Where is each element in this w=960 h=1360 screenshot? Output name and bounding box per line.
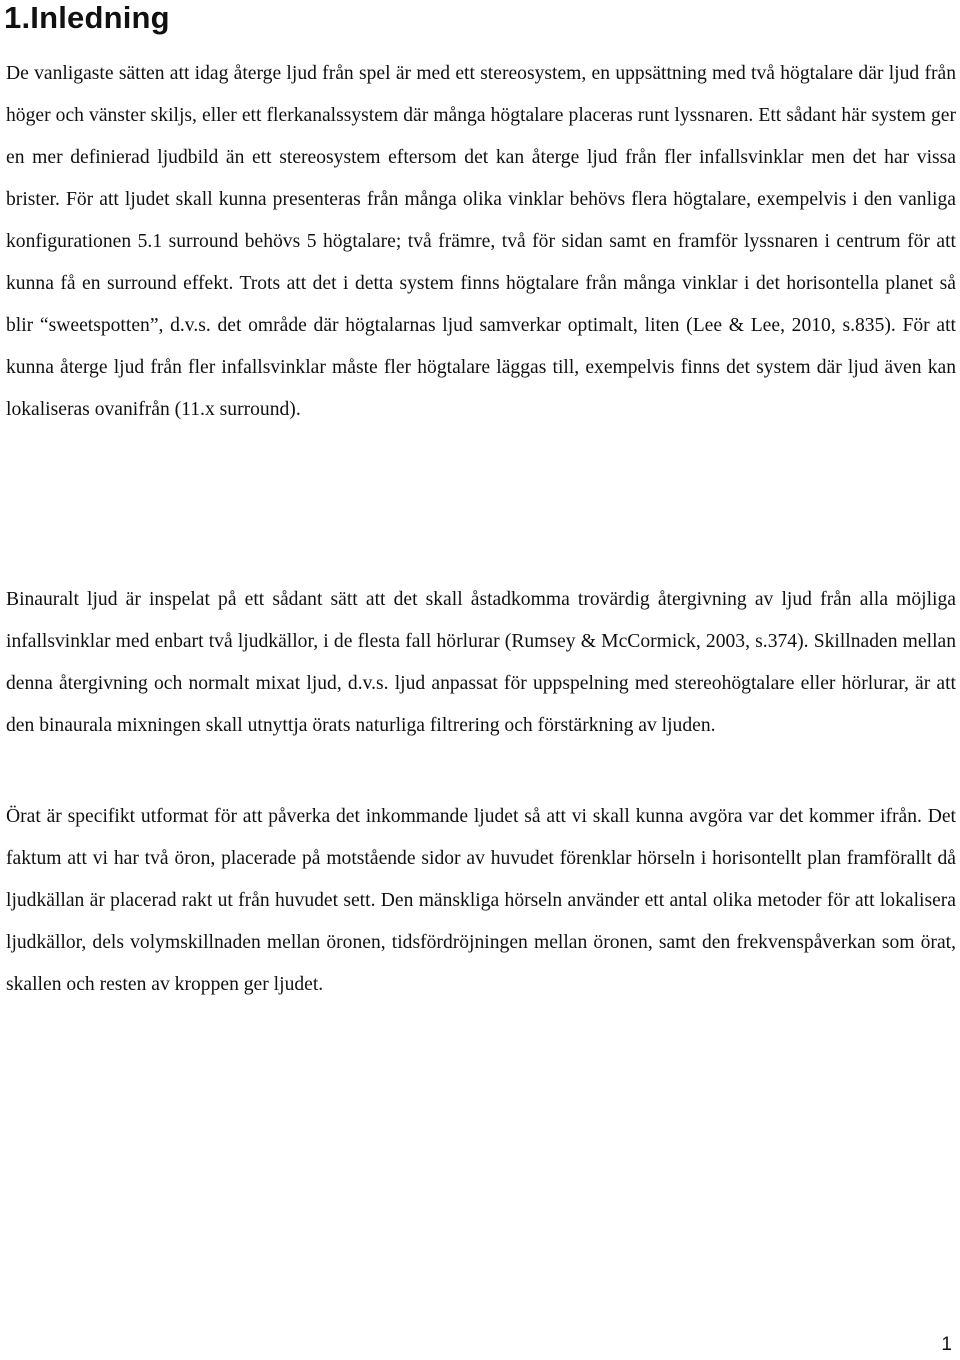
paragraph-3: Örat är specifikt utformat för att påverka det inkommande ljudet så att vi skall kunna avgöra var det kommer ifrån. Det faktum att vi har två öron, placerade på motstående sidor av huvudet förenklar hörseln i horisontellt plan framförallt då ljudkällan är placerad rakt ut från huvudet sett. Den mänskliga hörseln använder ett antal olika metoder för att lokalisera ljudkällor, dels volymskillnaden mellan öronen, tidsfördröjningen mellan öronen, samt den frekvenspåverkan som örat, skallen och resten av kroppen ger ljudet. [6, 806, 956, 995]
paragraph-2: Binauralt ljud är inspelat på ett sådant sätt att det skall åstadkomma trovärdig återgivning av ljud från alla möjliga infallsvinklar med enbart två ljudkällor, i de flesta fall hörlurar (Rumsey & McCormick, 2003, s.374). Skillnaden mellan denna återgivning och normalt mixat ljud, d.v.s. ljud anpassat för uppspelning med stereohögtalare eller hörlurar, är att den binaurala mixningen skall utnyttja örats naturliga filtrering och förstärkning av ljuden. [6, 589, 956, 736]
page-number: 1 [941, 1334, 952, 1355]
section-heading: 1.Inledning [4, 0, 170, 35]
paragraph-1: De vanligaste sätten att idag återge ljud från spel är med ett stereosystem, en uppsättning med två högtalare där ljud från höger och vänster skiljs, eller ett flerkanalssystem där många högtalare placeras runt lyssnaren. Ett sådant här system ger en mer definierad ljudbild än ett stereosystem eftersom det kan återge ljud från fler infallsvinklar men det har vissa brister. För att ljudet skall kunna presenteras från många olika vinklar behövs flera högtalare, exempelvis i den vanliga konfigurationen 5.1 surround behövs 5 högtalare; två främre, två för sidan samt en framför lyssnaren i centrum för att kunna få en surround effekt. Trots att det i detta system finns högtalare från många vinklar i det horisontella planet så blir “sweetspotten”, d.v.s. det område där högtalarnas ljud samverkar optimalt, liten (Lee & Lee, 2010, s.835). För att kunna återge ljud från fler infallsvinklar måste fler högtalare läggas till, exempelvis finns det system där ljud även kan lokaliseras ovanifrån (11.x surround). [6, 63, 956, 420]
